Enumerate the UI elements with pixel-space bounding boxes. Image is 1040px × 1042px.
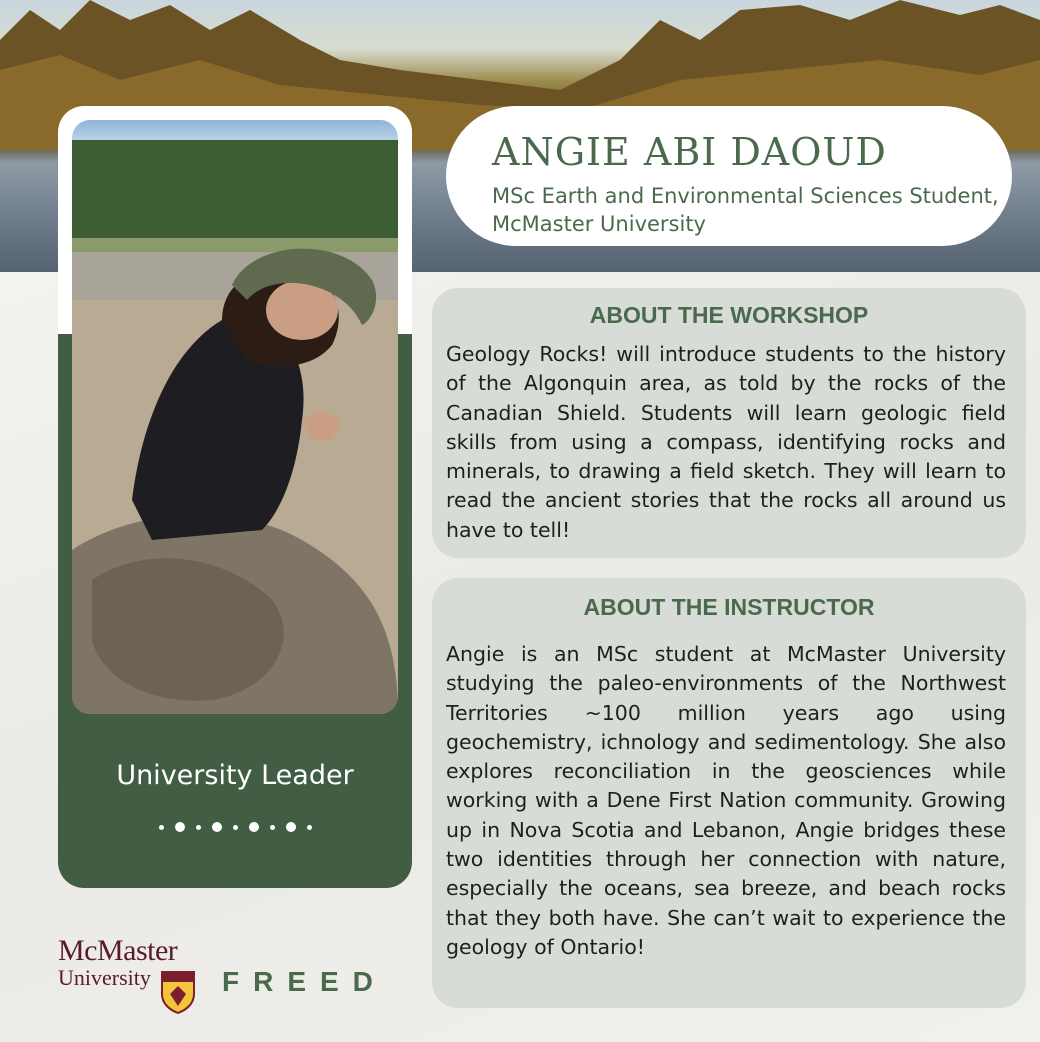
instructor-heading: ABOUT THE INSTRUCTOR bbox=[583, 594, 875, 620]
dot bbox=[159, 825, 164, 830]
dot bbox=[286, 822, 296, 832]
instructor-photo bbox=[72, 120, 398, 714]
instructor-photo-illustration bbox=[72, 120, 398, 714]
mcmaster-crest-icon bbox=[160, 970, 196, 1014]
instructor-bio: Angie is an MSc student at McMaster University studying the paleo-environments of the Northwest Territories ~100 million years ago using geochemistry, ichnology and sedimentology. She also explores reconciliation in the geosciences while working with a Dene First Nation community. Growing up in Nova Scotia and Lebanon, Angie bridges these two identities through her connection with nature, especially the oceans, sea breeze, and beach rocks that they both have. She can’t wait to experience the geology of Ontario! bbox=[446, 642, 1006, 959]
instructor-section bbox=[432, 578, 1026, 1008]
dot bbox=[175, 822, 185, 832]
name-banner bbox=[446, 106, 1012, 246]
profile-card bbox=[58, 106, 412, 888]
decorative-dots bbox=[58, 822, 412, 832]
dot bbox=[307, 825, 312, 830]
role-label: University Leader bbox=[116, 760, 354, 791]
mcmaster-logo-line1: McMaster bbox=[58, 934, 178, 967]
instructor-name: ANGIE ABI DAOUD bbox=[492, 130, 887, 174]
dot bbox=[233, 825, 238, 830]
freed-logo: FREED bbox=[222, 966, 387, 997]
dot bbox=[196, 825, 201, 830]
dot bbox=[212, 822, 222, 832]
workshop-section bbox=[432, 288, 1026, 558]
dot bbox=[249, 822, 259, 832]
mcmaster-logo-line2: University bbox=[58, 965, 151, 990]
workshop-description: Geology Rocks! will introduce students to the history of the Algonquin area, as told by the rocks of the Canadian Shield. Students will learn geologic field skills from using a compass, identifying rocks and minerals, to drawing a field sketch. They will learn to read the ancient stories that the rocks all around us have to tell! bbox=[446, 342, 1006, 542]
workshop-heading: ABOUT THE WORKSHOP bbox=[589, 302, 869, 328]
instructor-subtitle: MSc Earth and Environmental Sciences Student, McMaster University bbox=[492, 184, 999, 236]
dot bbox=[270, 825, 275, 830]
